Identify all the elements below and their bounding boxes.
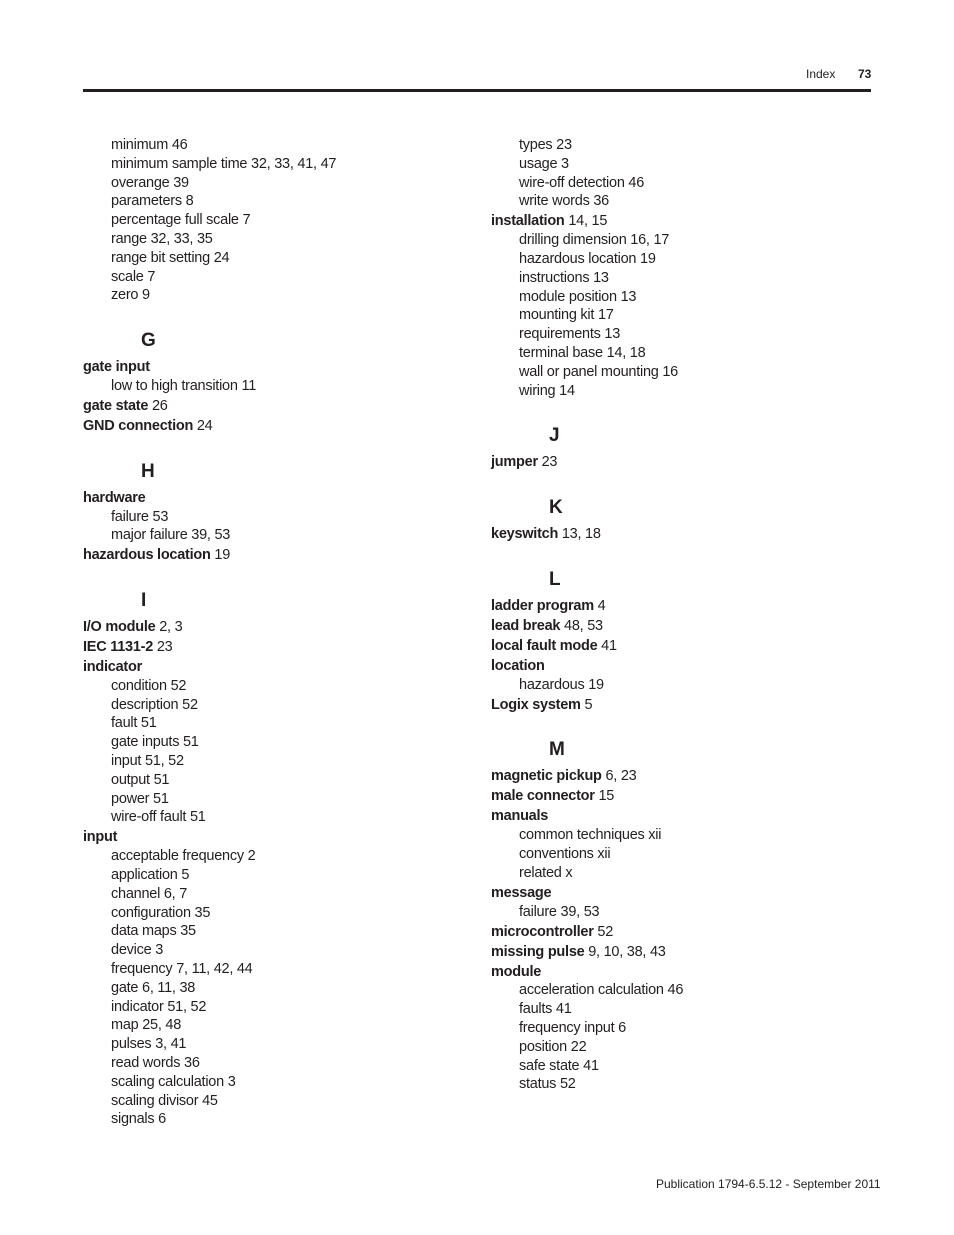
index-subentry: terminal base 14, 18 xyxy=(519,344,646,361)
index-subentry: output 51 xyxy=(111,771,170,788)
index-section-letter: I xyxy=(141,590,147,612)
index-term: indicator xyxy=(83,659,142,676)
index-subentry: low to high transition 11 xyxy=(111,377,257,394)
index-term: module xyxy=(491,963,542,980)
index-subentry: acceleration calculation 46 xyxy=(519,982,684,999)
index-term: message xyxy=(491,884,552,901)
index-subentry: hazardous location 19 xyxy=(519,250,656,267)
index-term: ladder program xyxy=(491,597,594,614)
index-page-refs: 15 xyxy=(594,788,615,805)
index-entry xyxy=(491,943,791,962)
index-subentry: overange 39 xyxy=(111,174,189,191)
index-term: manuals xyxy=(491,808,549,825)
index-entry xyxy=(491,212,791,231)
index-term: missing pulse xyxy=(491,943,585,960)
index-subentry: scale 7 xyxy=(111,268,156,285)
index-term: magnetic pickup xyxy=(491,768,602,785)
index-entry xyxy=(491,807,791,826)
index-term: gate input xyxy=(83,359,150,376)
index-subentry: gate inputs 51 xyxy=(111,734,199,751)
index-subentry: range bit setting 24 xyxy=(111,249,230,266)
index-entry xyxy=(491,767,791,786)
index-entry xyxy=(491,787,791,806)
index-term: gate state xyxy=(83,397,149,414)
index-page-refs: 41 xyxy=(597,637,617,654)
index-subentry: failure 39, 53 xyxy=(519,903,600,920)
index-entry xyxy=(491,617,791,636)
index-subentry: application 5 xyxy=(111,867,190,884)
index-term: keyswitch xyxy=(491,526,559,543)
index-subentry: acceptable frequency 2 xyxy=(111,848,256,865)
publication-footer: Publication 1794-6.5.12 - September 2011 xyxy=(656,1177,881,1191)
index-subentry: drilling dimension 16, 17 xyxy=(519,232,670,249)
index-subentry: wall or panel mounting 16 xyxy=(519,363,678,380)
page-number: 73 xyxy=(858,67,872,81)
index-entry xyxy=(491,637,791,656)
index-subentry: instructions 13 xyxy=(519,269,609,286)
index-subentry: indicator 51, 52 xyxy=(111,998,207,1015)
index-entry xyxy=(83,618,383,637)
index-subentry: power 51 xyxy=(111,790,169,807)
index-entry xyxy=(83,828,383,847)
index-term: Logix system xyxy=(491,696,581,713)
index-entry xyxy=(491,453,791,472)
index-subentry: device 3 xyxy=(111,942,164,959)
index-term: lead break xyxy=(491,617,561,634)
index-subentry: safe state 41 xyxy=(519,1057,599,1074)
index-section-letter: M xyxy=(549,739,565,761)
index-page-refs: 52 xyxy=(593,923,614,940)
index-subentry: frequency input 6 xyxy=(519,1019,626,1036)
index-subentry: input 51, 52 xyxy=(111,753,184,770)
index-entry xyxy=(83,358,383,377)
index-subentry: read words 36 xyxy=(111,1055,200,1071)
index-page-refs: 23 xyxy=(153,639,173,656)
index-term: hazardous location xyxy=(83,547,211,564)
index-subentry: fault 51 xyxy=(111,715,157,732)
index-entry xyxy=(83,546,383,565)
index-page-refs: 2, 3 xyxy=(155,619,183,636)
index-subentry: configuration 35 xyxy=(111,904,211,921)
index-subentry: data maps 35 xyxy=(111,923,196,940)
index-section-letter: G xyxy=(141,330,156,352)
index-subentry: failure 53 xyxy=(111,508,169,525)
index-term: male connector xyxy=(491,788,595,805)
index-subentry: signals 6 xyxy=(111,1111,166,1128)
index-subentry: scaling divisor 45 xyxy=(111,1092,218,1109)
index-subentry: condition 52 xyxy=(111,677,187,694)
index-page-refs: 14, 15 xyxy=(564,213,608,230)
index-subentry: map 25, 48 xyxy=(111,1017,182,1034)
index-entry xyxy=(83,417,383,436)
index-entry xyxy=(491,696,791,715)
index-subentry: gate 6, 11, 38 xyxy=(111,979,196,996)
index-subentry: faults 41 xyxy=(519,1001,572,1018)
index-page-refs: 24 xyxy=(193,417,213,434)
index-subentry: position 22 xyxy=(519,1038,587,1055)
index-page-refs: 13, 18 xyxy=(558,526,601,543)
index-subentry: common techniques xii xyxy=(519,827,662,844)
index-term: local fault mode xyxy=(491,637,598,654)
index-page-refs: 19 xyxy=(210,547,231,564)
index-section-letter: H xyxy=(141,460,155,482)
index-entry xyxy=(491,963,791,982)
index-section-letter: K xyxy=(549,497,563,519)
index-term: input xyxy=(83,829,118,846)
index-section-letter: L xyxy=(549,568,561,590)
index-term: I/O module xyxy=(83,619,156,636)
index-subentry: percentage full scale 7 xyxy=(111,212,251,229)
index-entry xyxy=(491,525,791,544)
index-section-letter: J xyxy=(549,425,560,447)
index-subentry: minimum 46 xyxy=(111,137,188,153)
index-subentry: wiring 14 xyxy=(519,382,575,399)
index-term: IEC 1131-2 xyxy=(83,639,154,656)
index-subentry: related x xyxy=(519,864,573,881)
index-entry xyxy=(491,884,791,903)
index-subentry: requirements 13 xyxy=(519,326,621,343)
index-entry xyxy=(491,657,791,676)
index-subentry: wire-off detection 46 xyxy=(519,174,645,191)
index-subentry: mounting kit 17 xyxy=(519,307,614,324)
index-term: installation xyxy=(491,213,565,230)
index-entry xyxy=(491,597,791,616)
index-subentry: types 23 xyxy=(519,137,572,153)
index-subentry: minimum sample time 32, 33, 41, 47 xyxy=(111,155,337,172)
index-term: jumper xyxy=(491,454,538,471)
index-page-refs: 23 xyxy=(537,454,558,471)
index-subentry: module position 13 xyxy=(519,288,637,305)
index-subentry: usage 3 xyxy=(519,155,569,172)
index-term: hardware xyxy=(83,489,146,506)
index-page-refs: 26 xyxy=(148,397,168,414)
index-subentry: frequency 7, 11, 42, 44 xyxy=(111,961,253,978)
index-term: GND connection xyxy=(83,417,194,434)
index-column-right xyxy=(491,136,791,1094)
index-subentry: description 52 xyxy=(111,696,198,713)
index-entry xyxy=(83,658,383,677)
index-entry xyxy=(83,397,383,416)
index-page-refs: 6, 23 xyxy=(601,768,637,785)
index-subentry: write words 36 xyxy=(519,193,609,210)
running-header-section: Index xyxy=(806,67,836,81)
index-subentry: range 32, 33, 35 xyxy=(111,230,213,247)
index-subentry: scaling calculation 3 xyxy=(111,1073,236,1090)
index-subentry: wire-off fault 51 xyxy=(111,809,206,826)
index-subentry: pulses 3, 41 xyxy=(111,1036,187,1053)
index-entry xyxy=(83,489,383,508)
index-subentry: zero 9 xyxy=(111,287,150,304)
index-page-refs: 5 xyxy=(580,696,593,713)
index-subentry: parameters 8 xyxy=(111,193,194,210)
index-page-refs: 9, 10, 38, 43 xyxy=(584,943,666,960)
index-column-left xyxy=(83,136,383,1129)
index-entry xyxy=(83,638,383,657)
index-subentry: channel 6, 7 xyxy=(111,885,188,902)
index-entry xyxy=(491,923,791,942)
index-subentry: major failure 39, 53 xyxy=(111,527,231,544)
index-term: location xyxy=(491,657,545,674)
header-rule xyxy=(83,89,871,92)
index-subentry: conventions xii xyxy=(519,846,611,863)
index-subentry: status 52 xyxy=(519,1076,576,1093)
index-subentry: hazardous 19 xyxy=(519,676,604,693)
index-term: microcontroller xyxy=(491,923,594,940)
index-page-refs: 4 xyxy=(593,597,606,614)
index-page-refs: 48, 53 xyxy=(560,617,603,634)
